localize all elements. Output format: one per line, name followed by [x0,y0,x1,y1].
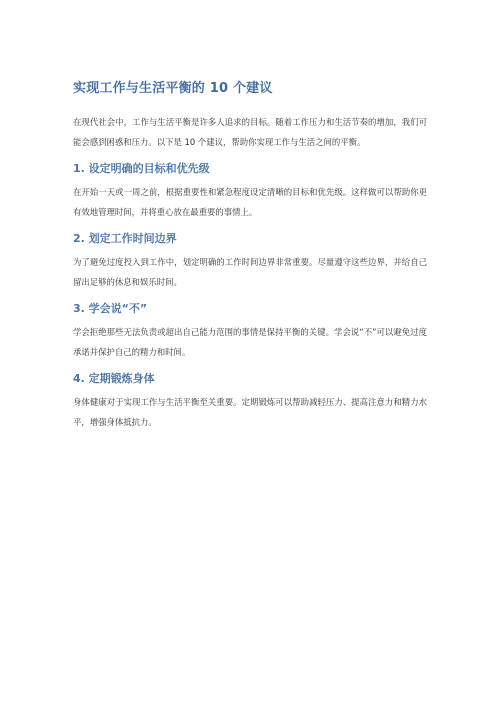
section-4 [73,370,427,432]
intro-paragraph: 在现代社会中，工作与生活平衡是许多人追求的目标。随着工作压力和生活节奏的增加，我们可能会感到困惑和压力。以下是 10 个建议，帮助你实现工作与生活之间的平衡。 [73,117,427,147]
section-heading: 1. 设定明确的目标和优先级 [73,162,210,175]
document-content [73,80,427,440]
section-body: 在开始一天或一周之前，根据重要性和紧急程度设定清晰的目标和优先级。这样做可以帮助你更有效地管理时间，并将重心放在最重要的事情上。 [73,187,427,217]
document-title: 实现工作与生活平衡的 10 个建议 [73,81,273,96]
section-heading: 2. 划定工作时间边界 [73,232,177,245]
section-body: 身体健康对于实现工作与生活平衡至关重要。定期锻炼可以帮助减轻压力、提高注意力和精力水平，增强身体抵抗力。 [73,397,427,427]
section-heading: 4. 定期锻炼身体 [73,372,155,385]
section-3 [73,300,427,362]
section-body: 学会拒绝那些无法负责或超出自己能力范围的事情是保持平衡的关键。学会说“不”可以避免过度承诺并保护自己的精力和时间。 [73,327,427,357]
section-1 [73,160,427,222]
section-body: 为了避免过度投入到工作中，划定明确的工作时间边界非常重要。尽量遵守这些边界，并给自己留出足够的休息和娱乐时间。 [73,257,427,287]
section-2 [73,230,427,292]
section-heading: 3. 学会说“不” [73,302,148,315]
